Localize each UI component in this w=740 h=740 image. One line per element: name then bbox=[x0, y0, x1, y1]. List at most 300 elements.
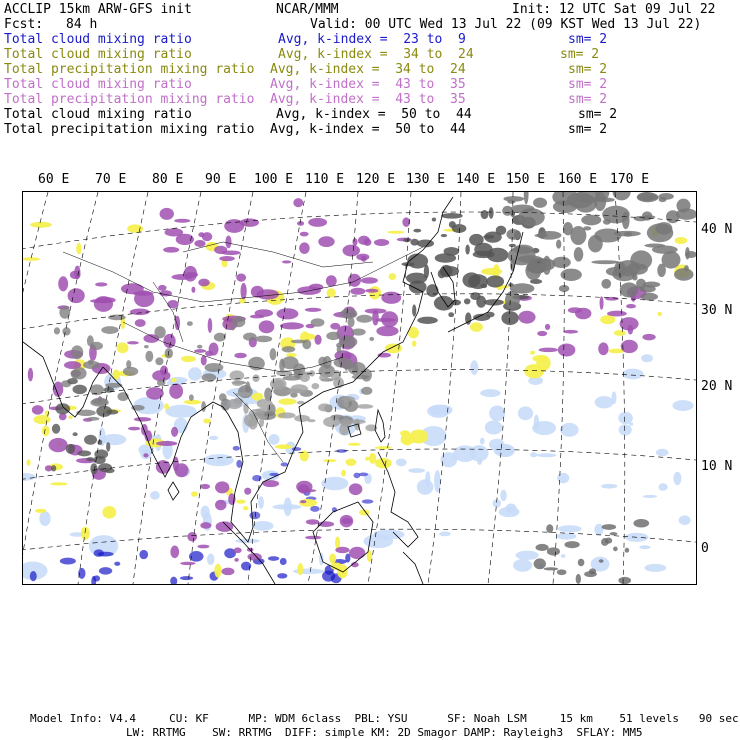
fcst-value: 84 h bbox=[66, 17, 98, 32]
legend-sm: sm= 2 bbox=[568, 92, 608, 107]
gray-cloud bbox=[101, 326, 118, 334]
dark-cloud bbox=[662, 251, 681, 269]
lightblue-cloud bbox=[601, 484, 617, 489]
gray-cloud bbox=[291, 340, 306, 344]
dark-cloud bbox=[510, 205, 534, 213]
purple-cloud bbox=[225, 236, 231, 249]
lightblue-cloud bbox=[656, 449, 669, 456]
gray-cloud bbox=[155, 357, 163, 365]
blue-cloud bbox=[114, 562, 120, 566]
gray-cloud bbox=[255, 336, 273, 343]
blue-cloud bbox=[362, 499, 374, 503]
purple-cloud bbox=[194, 240, 205, 247]
purple-cloud bbox=[28, 368, 33, 382]
purple-cloud bbox=[121, 283, 144, 294]
lightblue-cloud bbox=[643, 495, 657, 498]
dark-cloud bbox=[599, 559, 604, 562]
purple-cloud bbox=[255, 309, 273, 317]
yellow-cloud bbox=[181, 356, 196, 362]
dark-cloud bbox=[524, 192, 529, 204]
yellow-cloud bbox=[27, 459, 31, 466]
purple-cloud bbox=[600, 296, 604, 310]
purple-cloud bbox=[49, 438, 68, 452]
dark-cloud bbox=[434, 296, 454, 311]
dark-cloud bbox=[561, 269, 582, 281]
lon-label: 80 E bbox=[152, 172, 184, 187]
lightblue-cloud bbox=[252, 521, 273, 531]
dark-cloud bbox=[601, 538, 608, 546]
blue-cloud bbox=[249, 511, 260, 519]
dark-cloud bbox=[106, 410, 118, 415]
purple-cloud bbox=[621, 340, 638, 353]
purple-cloud bbox=[214, 246, 227, 254]
lat-label: 0 bbox=[701, 541, 709, 556]
legend-avg: Avg, k-index = 50 to 44 bbox=[276, 107, 472, 122]
lightblue-cloud bbox=[480, 438, 485, 445]
dark-cloud bbox=[403, 238, 410, 242]
valid-time: Valid: 00 UTC Wed 13 Jul 22 (09 KST Wed 13 Jul 22) bbox=[310, 17, 702, 32]
yellow-cloud bbox=[389, 273, 397, 280]
gray-cloud bbox=[319, 374, 328, 382]
map-panel bbox=[22, 191, 697, 585]
purple-cloud bbox=[563, 330, 578, 334]
lon-label: 90 E bbox=[205, 172, 237, 187]
blue-cloud bbox=[93, 575, 100, 581]
purple-cloud bbox=[330, 323, 340, 330]
lon-label: 170 E bbox=[610, 172, 650, 187]
lightblue-cloud bbox=[470, 360, 478, 375]
blue-cloud bbox=[236, 460, 242, 468]
yellow-cloud bbox=[530, 351, 535, 355]
purple-cloud bbox=[518, 311, 535, 324]
yellow-cloud bbox=[470, 322, 483, 332]
gray-cloud bbox=[245, 381, 250, 392]
legend-avg: Avg, k-index = 34 to 24 bbox=[270, 62, 466, 77]
purple-cloud bbox=[280, 322, 304, 329]
dark-cloud bbox=[55, 403, 70, 414]
gray-cloud bbox=[189, 394, 194, 401]
lon-label: 160 E bbox=[558, 172, 598, 187]
gray-cloud bbox=[252, 374, 259, 382]
gray-cloud bbox=[282, 346, 296, 352]
lightblue-cloud bbox=[209, 436, 218, 440]
yellow-cloud bbox=[102, 506, 116, 519]
yellow-cloud bbox=[297, 563, 303, 575]
yellow-cloud bbox=[658, 312, 662, 316]
legend-avg: Avg, k-index = 50 to 44 bbox=[270, 122, 466, 137]
yellow-cloud bbox=[33, 415, 50, 424]
purple-cloud bbox=[607, 311, 627, 317]
dark-cloud bbox=[603, 219, 611, 225]
lat-label: 30 N bbox=[701, 303, 733, 318]
legend-field: Total cloud mixing ratio bbox=[4, 77, 192, 92]
gray-cloud bbox=[356, 315, 372, 323]
purple-cloud bbox=[240, 283, 246, 300]
gray-cloud bbox=[92, 398, 108, 405]
yellow-cloud bbox=[30, 222, 52, 228]
dark-cloud bbox=[441, 234, 447, 237]
dark-cloud bbox=[410, 239, 419, 246]
legend-sm: sm= 2 bbox=[568, 62, 608, 77]
legend-field: Total cloud mixing ratio bbox=[4, 47, 192, 62]
lightblue-cloud bbox=[188, 367, 202, 381]
dark-cloud bbox=[417, 240, 434, 248]
yellow-cloud bbox=[675, 237, 688, 244]
yellow-cloud bbox=[117, 342, 129, 353]
dark-cloud bbox=[584, 571, 597, 577]
lightblue-cloud bbox=[518, 406, 533, 420]
yellow-cloud bbox=[50, 482, 68, 485]
purple-cloud bbox=[308, 218, 327, 227]
gray-cloud bbox=[318, 357, 327, 367]
purple-cloud bbox=[299, 489, 316, 492]
purple-cloud bbox=[219, 256, 234, 261]
purple-cloud bbox=[74, 266, 80, 280]
blue-cloud bbox=[359, 473, 368, 477]
purple-cloud bbox=[352, 238, 357, 246]
dark-cloud bbox=[413, 229, 421, 233]
yellow-cloud bbox=[127, 224, 143, 233]
dark-cloud bbox=[440, 265, 453, 277]
lightblue-cloud bbox=[506, 503, 517, 513]
lon-label: 100 E bbox=[254, 172, 294, 187]
dark-cloud bbox=[533, 198, 547, 208]
dark-cloud bbox=[510, 283, 535, 293]
purple-cloud bbox=[247, 553, 261, 561]
purple-cloud bbox=[236, 274, 246, 282]
purple-cloud bbox=[208, 318, 213, 333]
yellow-cloud bbox=[412, 340, 416, 346]
lightblue-cloud bbox=[427, 405, 450, 418]
lightblue-cloud bbox=[558, 525, 582, 532]
lon-label: 120 E bbox=[356, 172, 396, 187]
legend-sm: sm= 2 bbox=[560, 47, 600, 62]
dark-cloud bbox=[547, 547, 560, 555]
dark-cloud bbox=[66, 444, 75, 454]
lightblue-cloud bbox=[639, 545, 650, 549]
lightblue-cloud bbox=[489, 439, 505, 450]
dark-cloud bbox=[464, 298, 471, 304]
gray-cloud bbox=[227, 399, 242, 409]
purple-cloud bbox=[156, 441, 177, 446]
yellow-cloud bbox=[243, 506, 249, 510]
purple-cloud bbox=[365, 289, 378, 293]
legend-sm: sm= 2 bbox=[568, 32, 608, 47]
blue-cloud bbox=[60, 558, 76, 565]
purple-cloud bbox=[282, 260, 292, 263]
blue-cloud bbox=[98, 552, 114, 557]
gray-cloud bbox=[232, 382, 242, 387]
gray-cloud bbox=[88, 359, 94, 364]
dark-cloud bbox=[486, 276, 504, 288]
lightblue-cloud bbox=[470, 445, 489, 461]
gray-cloud bbox=[256, 408, 269, 413]
dark-cloud bbox=[543, 256, 552, 275]
purple-cloud bbox=[349, 547, 365, 559]
purple-cloud bbox=[293, 198, 303, 207]
lon-label: 110 E bbox=[305, 172, 345, 187]
dark-cloud bbox=[625, 548, 630, 553]
dark-cloud bbox=[534, 558, 546, 569]
purple-cloud bbox=[216, 521, 234, 532]
dark-cloud bbox=[591, 260, 619, 264]
gray-cloud bbox=[270, 348, 277, 360]
model-title: ACCLIP 15km ARW-GFS init bbox=[4, 2, 192, 17]
yellow-cloud bbox=[236, 500, 246, 504]
lightblue-cloud bbox=[480, 389, 500, 397]
purple-cloud bbox=[350, 288, 365, 295]
dark-cloud bbox=[417, 317, 438, 324]
yellow-cloud bbox=[369, 286, 382, 299]
gray-cloud bbox=[145, 351, 153, 362]
lightblue-cloud bbox=[408, 468, 425, 473]
purple-cloud bbox=[234, 353, 246, 359]
lightblue-cloud bbox=[23, 473, 35, 481]
lat-label: 20 N bbox=[701, 379, 733, 394]
legend-field: Total precipitation mixing ratio bbox=[4, 62, 255, 77]
gray-cloud bbox=[197, 345, 202, 349]
purple-cloud bbox=[537, 331, 547, 336]
dark-cloud bbox=[506, 229, 520, 240]
yellow-cloud bbox=[81, 527, 90, 540]
dark-cloud bbox=[444, 247, 460, 256]
blue-cloud bbox=[252, 475, 261, 481]
gray-cloud bbox=[123, 367, 138, 376]
gray-cloud bbox=[279, 359, 285, 372]
gray-cloud bbox=[340, 419, 351, 427]
dark-cloud bbox=[465, 245, 469, 255]
dark-cloud bbox=[552, 257, 570, 268]
purple-cloud bbox=[300, 500, 307, 503]
purple-cloud bbox=[240, 218, 259, 227]
gray-cloud bbox=[235, 392, 252, 396]
purple-cloud bbox=[376, 326, 398, 336]
dark-cloud bbox=[613, 547, 618, 552]
lightblue-cloud bbox=[150, 491, 160, 500]
dark-cloud bbox=[93, 456, 105, 464]
gray-cloud bbox=[87, 417, 100, 421]
purple-cloud bbox=[96, 297, 116, 303]
gray-cloud bbox=[108, 314, 126, 320]
purple-cloud bbox=[381, 292, 401, 304]
purple-cloud bbox=[200, 484, 210, 489]
purple-cloud bbox=[539, 348, 558, 353]
lightblue-cloud bbox=[102, 434, 127, 445]
purple-cloud bbox=[372, 310, 379, 326]
blue-cloud bbox=[180, 576, 193, 580]
legend-avg: Avg, k-index = 43 to 35 bbox=[270, 92, 466, 107]
lightblue-cloud bbox=[417, 479, 434, 494]
lightblue-cloud bbox=[207, 554, 215, 565]
dark-cloud bbox=[489, 207, 494, 219]
dark-cloud bbox=[483, 235, 494, 239]
purple-cloud bbox=[349, 483, 363, 495]
gray-cloud bbox=[340, 309, 357, 319]
gray-cloud bbox=[278, 412, 296, 418]
gray-cloud bbox=[357, 404, 374, 409]
dark-cloud bbox=[98, 463, 112, 472]
purple-cloud bbox=[128, 427, 140, 431]
dark-cloud bbox=[633, 519, 649, 528]
dark-cloud bbox=[622, 212, 630, 229]
purple-cloud bbox=[305, 308, 322, 312]
fcst-label: Fcst: bbox=[4, 17, 44, 32]
yellow-cloud bbox=[348, 443, 361, 446]
gray-cloud bbox=[201, 373, 216, 381]
dark-cloud bbox=[72, 432, 77, 436]
lightblue-cloud bbox=[165, 405, 196, 418]
legend-sm: sm= 2 bbox=[578, 107, 618, 122]
lightblue-cloud bbox=[439, 531, 451, 536]
dark-cloud bbox=[606, 267, 625, 276]
dark-cloud bbox=[594, 197, 614, 202]
purple-cloud bbox=[144, 430, 152, 441]
dark-cloud bbox=[535, 234, 549, 238]
dark-cloud bbox=[620, 282, 638, 297]
lightblue-cloud bbox=[516, 551, 539, 560]
yellow-cloud bbox=[375, 446, 392, 449]
gray-cloud bbox=[339, 336, 358, 348]
gray-cloud bbox=[309, 370, 315, 376]
gray-cloud bbox=[326, 332, 340, 340]
purple-cloud bbox=[198, 279, 209, 287]
purple-cloud bbox=[318, 236, 334, 247]
gray-cloud bbox=[344, 361, 348, 371]
legend-avg: Avg, k-index = 43 to 35 bbox=[270, 77, 466, 92]
dark-cloud bbox=[507, 200, 515, 204]
center-label: NCAR/MMM bbox=[276, 2, 339, 17]
dark-cloud bbox=[685, 247, 690, 260]
legend-field: Total precipitation mixing ratio bbox=[4, 122, 255, 137]
gray-cloud bbox=[348, 362, 366, 375]
gray-cloud bbox=[219, 393, 227, 401]
purple-cloud bbox=[171, 427, 178, 437]
purple-cloud bbox=[185, 272, 198, 278]
gray-cloud bbox=[243, 333, 257, 341]
purple-cloud bbox=[306, 519, 319, 524]
dark-cloud bbox=[647, 223, 673, 242]
purple-cloud bbox=[197, 545, 209, 549]
purple-cloud bbox=[335, 547, 349, 553]
gray-cloud bbox=[273, 380, 284, 389]
dark-cloud bbox=[581, 215, 601, 226]
yellow-cloud bbox=[327, 288, 336, 297]
yellow-cloud bbox=[365, 457, 370, 461]
gray-cloud bbox=[154, 326, 165, 338]
dark-cloud bbox=[67, 378, 78, 384]
lightblue-cloud bbox=[534, 415, 539, 431]
gray-cloud bbox=[71, 345, 83, 359]
dark-cloud bbox=[659, 193, 674, 200]
dark-cloud bbox=[496, 226, 507, 235]
legend-field: Total precipitation mixing ratio bbox=[4, 92, 255, 107]
purple-cloud bbox=[244, 488, 251, 495]
dark-cloud bbox=[407, 253, 428, 268]
yellow-cloud bbox=[214, 564, 221, 578]
lon-label: 70 E bbox=[95, 172, 127, 187]
lightblue-cloud bbox=[595, 396, 614, 408]
lightblue-cloud bbox=[530, 452, 537, 457]
purple-cloud bbox=[642, 334, 655, 340]
purple-cloud bbox=[575, 308, 591, 320]
yellow-cloud bbox=[600, 315, 615, 324]
yellow-cloud bbox=[164, 403, 169, 410]
gray-cloud bbox=[214, 333, 226, 342]
purple-cloud bbox=[165, 228, 184, 236]
purple-cloud bbox=[135, 319, 146, 327]
lightblue-cloud bbox=[619, 424, 632, 435]
purple-cloud bbox=[200, 522, 211, 529]
purple-cloud bbox=[358, 236, 370, 245]
dark-cloud bbox=[644, 244, 665, 248]
gray-cloud bbox=[342, 396, 355, 402]
dark-cloud bbox=[536, 544, 549, 551]
lightblue-cloud bbox=[284, 498, 292, 517]
purple-cloud bbox=[191, 287, 195, 293]
purple-cloud bbox=[143, 453, 148, 457]
lon-label: 150 E bbox=[506, 172, 546, 187]
dark-cloud bbox=[426, 284, 438, 297]
legend-avg: Avg, k-index = 34 to 24 bbox=[278, 47, 474, 62]
blue-cloud bbox=[268, 556, 279, 561]
dark-cloud bbox=[578, 559, 585, 567]
lightblue-cloud bbox=[618, 412, 633, 424]
purple-cloud bbox=[158, 285, 166, 291]
gray-cloud bbox=[244, 414, 258, 427]
purple-cloud bbox=[314, 335, 321, 345]
blue-cloud bbox=[310, 506, 320, 512]
gray-cloud bbox=[54, 327, 60, 334]
yellow-cloud bbox=[532, 355, 548, 362]
dark-cloud bbox=[602, 524, 617, 530]
yellow-cloud bbox=[42, 426, 50, 437]
purple-cloud bbox=[215, 481, 229, 493]
dark-cloud bbox=[632, 274, 637, 281]
lightblue-cloud bbox=[672, 400, 693, 411]
gray-cloud bbox=[318, 403, 331, 411]
gray-cloud bbox=[307, 419, 315, 422]
yellow-cloud bbox=[275, 444, 293, 449]
yellow-cloud bbox=[68, 415, 72, 419]
purple-cloud bbox=[221, 568, 234, 576]
legend-field: Total cloud mixing ratio bbox=[4, 32, 192, 47]
lightblue-cloud bbox=[556, 533, 576, 540]
dark-cloud bbox=[90, 463, 97, 474]
lat-label: 10 N bbox=[701, 459, 733, 474]
lightblue-cloud bbox=[363, 534, 393, 548]
dark-cloud bbox=[449, 221, 456, 228]
gray-cloud bbox=[231, 326, 235, 330]
dark-cloud bbox=[509, 244, 516, 247]
dark-cloud bbox=[448, 312, 454, 317]
purple-cloud bbox=[374, 239, 389, 246]
dark-cloud bbox=[576, 574, 581, 584]
gray-cloud bbox=[201, 401, 206, 412]
lightblue-cloud bbox=[258, 496, 264, 509]
dark-cloud bbox=[501, 311, 518, 325]
gray-cloud bbox=[126, 360, 131, 369]
gray-cloud bbox=[117, 392, 128, 401]
lightblue-cloud bbox=[204, 454, 234, 466]
dark-cloud bbox=[77, 450, 91, 456]
map-canvas bbox=[23, 192, 696, 584]
purple-cloud bbox=[628, 325, 633, 335]
dark-cloud bbox=[630, 250, 652, 269]
dark-cloud bbox=[412, 304, 416, 316]
purple-cloud bbox=[127, 341, 139, 344]
gray-cloud bbox=[71, 369, 79, 379]
blue-cloud bbox=[281, 462, 288, 466]
